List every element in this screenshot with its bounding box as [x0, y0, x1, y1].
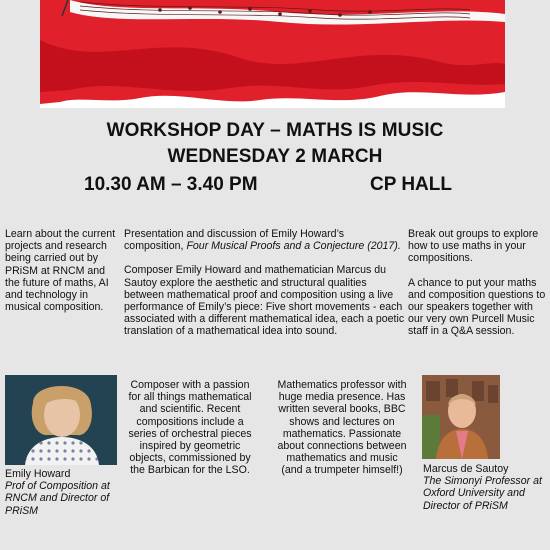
intro-column-right: [408, 228, 548, 350]
marcus-de-sautoy-role: The Simonyi Professor at Oxford University and Director of PRiSM: [423, 475, 542, 512]
qa-text: A chance to put your maths and composition questions to our speakers together with our very own Purcell Music staff in a Q&A session.: [408, 276, 546, 338]
presentation-text: [124, 228, 406, 252]
event-title: WORKSHOP DAY – MATHS IS MUSIC: [106, 120, 444, 141]
header-banner-image: [40, 0, 505, 108]
marcus-de-sautoy-name: Marcus de Sautoy: [423, 463, 509, 475]
emily-howard-bio: Composer with a passion for all things mathematical and scientific. Recent compositions include a series of orchestral pieces inspired by geometric objects, commissioned by the Barbican for the LSO.: [128, 379, 252, 477]
composer-description: Composer Emily Howard and mathematician Marcus du Sautoy explore the aesthetic and structural qualities between mathematical proof and composition using a live performance of Emily’s piece: Five short movements - each associated with a different mathematical idea, each a poetic translation of a mathematical idea into sound.: [124, 264, 405, 338]
intro-column-left: [5, 228, 117, 325]
event-venue: CP HALL: [370, 174, 452, 195]
event-date: WEDNESDAY 2 MARCH: [167, 146, 383, 167]
intro-left-text: Learn about the current projects and research being carried out by PRiSM at RNCM and the future of maths, AI and technology in musical composition.: [5, 228, 116, 314]
intro-column-middle: [124, 228, 406, 350]
event-time: 10.30 AM – 3.40 PM: [84, 174, 258, 195]
marcus-de-sautoy-photo: [422, 375, 500, 459]
marcus-de-sautoy-caption: [423, 463, 548, 512]
marcus-de-sautoy-bio: Mathematics professor with huge media presence. Has written several books, BBC shows and lectures on mathematics. Passionate about connections between mathematics and music (and a trumpeter himself!): [277, 379, 407, 477]
emily-howard-name: Emily Howard: [5, 468, 71, 480]
presentation-intro: Presentation and discussion of Emily Howard’s composition,: [124, 228, 345, 253]
emily-howard-role: Prof of Composition at RNCM and Director of PRiSM: [5, 480, 110, 517]
emily-howard-photo: [5, 375, 117, 465]
composition-title: Four Musical Proofs and a Conjecture (2017).: [186, 240, 401, 253]
breakout-text: Break out groups to explore how to use maths in your compositions.: [408, 228, 539, 265]
emily-howard-caption: [5, 468, 123, 517]
